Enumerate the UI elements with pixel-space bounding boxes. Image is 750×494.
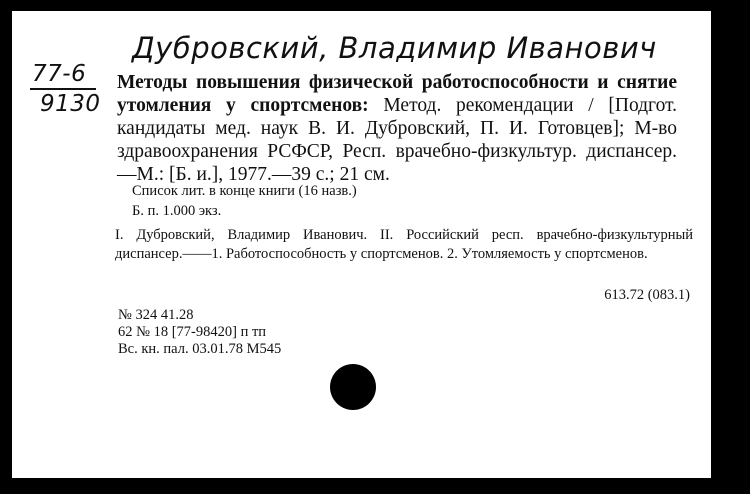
entry-body: Метод. рекомендации / [Подгот. кандидаты мед. наук В. И. Дубровский, П. И. Готовцев]; М-во здравоохранения РСФСР, Респ. врачебно-физкультур. диспансер.—М.: [Б. и.], 1977.—39 с.; 21 см. — [117, 95, 677, 185]
subject-tracings: I. Дубровский, Владимир Иванович. II. Российский респ. врачебно-физкультурный диспансер.——1. Работоспособность у спортсменов. 2. Утомляемость у спортсменов. — [115, 227, 693, 262]
print-run-note: Б. п. 1.000 экз. — [132, 203, 222, 219]
handwritten-call-code-top: 77-6 — [32, 61, 87, 87]
entry-title: Методы повышения физической работоспособности и снятие утомления у спортсменов: — [117, 72, 677, 116]
card-notes — [132, 181, 357, 221]
handwritten-call-code-divider — [30, 88, 96, 90]
accession-line-3: Вс. кн. пал. 03.01.78 М545 — [118, 341, 282, 357]
handwritten-author-name: Дубровский, Владимир Иванович — [132, 31, 657, 65]
handwritten-call-code-bottom: 9130 — [40, 91, 101, 117]
accession-block — [118, 307, 281, 358]
bibliographic-entry — [117, 71, 677, 186]
punch-hole — [330, 364, 376, 410]
catalog-card — [12, 11, 711, 478]
accession-line-2: 62 № 18 [77-98420] п тп — [118, 324, 267, 340]
accession-line-1: № 324 41.28 — [118, 307, 194, 323]
bibliography-note: Список лит. в конце книги (16 назв.) — [132, 183, 357, 199]
classification-number: 613.72 (083.1) — [604, 287, 690, 303]
